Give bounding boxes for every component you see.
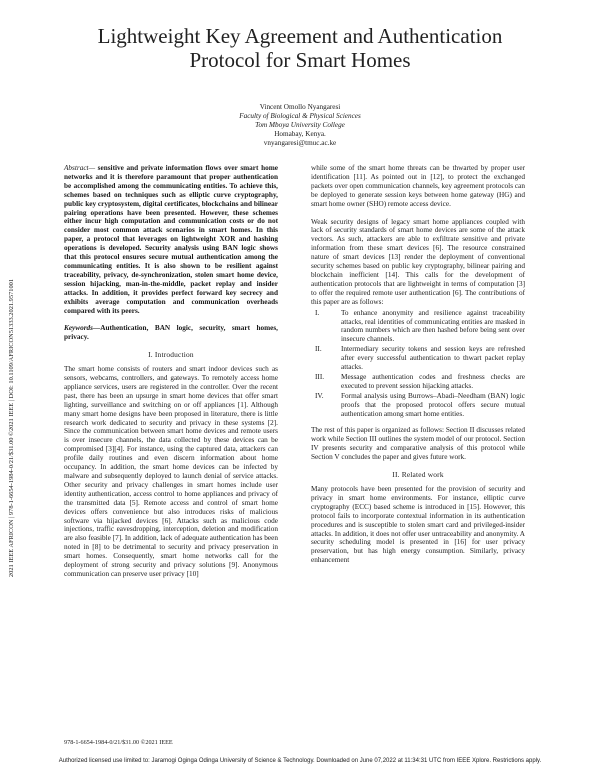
contribution-item <box>311 309 525 345</box>
contribution-number: III. <box>315 372 325 381</box>
contribution-item <box>311 345 525 372</box>
contribution-text: Formal analysis using Burrows–Abadi–Needham (BAN) logic proofs that the proposed protocol offers secure mutual authentication among smart home entities. <box>341 391 525 418</box>
footer-license-notice: Authorized licensed use limited to: Jaramogi Oginga Odinga University of Science & Technology. Downloaded on June 07,2022 at 11:34:31 UTC from IEEE Xplore. Restrictions apply. <box>58 758 542 764</box>
right-paragraph-3: The rest of this paper is organized as follows: Section II discusses related work while Section III outlines the system model of our protocol. Section IV presents security and comparative analysis of this protocol while Section V concludes the paper and gives future work. <box>311 426 525 462</box>
contribution-text: Message authentication codes and freshness checks are executed to prevent session hijacking attacks. <box>341 372 525 390</box>
contribution-text: To enhance anonymity and resilience against traceability attacks, real identities of communicating entities are masked in random numbers which are then hashed before being sent over insecure channels. <box>341 308 525 344</box>
introduction-text: The smart home consists of routers and smart indoor devices such as sensors, webcams, controllers, and gateways. To remotely access home appliance services, users are registered in the controller. Over the recent past, there has been an upsurge in smart home devices that offer smart lighting, surveillance and switching on or off appliances [1]. Although many smart home designs have been proposed in literature, there is little research work dedicated to security and privacy in these systems [2]. Since the communication between smart home devices and remote users is over insecure channels, the data collected by these devices can be compromised [3][4]. For instance, using the captured data, attackers can profile daily routines and even discern information about home occupancy. In addition, the smart home devices can be infected by malware and subsequently deployed to launch denial of service attacks. Other security and privacy challenges in smart homes include user identity authentication, access control to home appliances and privacy of the transmitted data [5]. Remote access and control of smart home devices offers convenience but also introduces risks of malicious software via hijacked devices [6]. Attacks such as malicious code injections, traffic eavesdropping, interception, deletion and modification are also feasible [7]. In addition, lack of adequate authentication has been noted in [8] to be detrimental to security and privacy preservation in smart homes. Consequently, smart home networks call for the deployment of strong security and privacy solutions [9]. Anonymous communication can preserve user privacy [10] <box>64 365 278 578</box>
author-name: Vincent Omollo Nyangaresi <box>259 103 341 111</box>
contribution-text: Intermediary security tokens and session keys are refreshed after every successful authentication to thwart packet replay attacks. <box>341 345 525 372</box>
contribution-item <box>311 373 525 391</box>
footer-copyright: 978-1-6654-1984-0/21/$31.00 ©2021 IEEE <box>64 739 173 746</box>
right-paragraph-1: while some of the smart home threats can be thwarted by proper user identification [11]. As pointed out in [12], to protect the exchanged packets over open communication channels, key agreement protocols can be deployed to generate session keys between home gateway (HG) and smart home owner (SHO) remote access device. <box>311 164 525 208</box>
keywords <box>64 324 278 342</box>
title-line-2: Protocol for Smart Homes <box>189 48 411 72</box>
section-heading-related-work: II. Related work <box>392 470 444 480</box>
keywords-text: Authentication, BAN logic, security, smart homes, privacy. <box>64 324 278 342</box>
contributions-list <box>311 309 525 419</box>
doi-sidebar-text: 2021 IEEE AFRICON | 978-1-6654-1984-0/21/$31.00 ©2021 IEEE | DOI: 10.1109/AFRICON51333.2021.9571001 <box>8 278 15 578</box>
author-block <box>180 103 420 148</box>
author-faculty: Faculty of Biological & Physical Sciences <box>239 112 361 120</box>
paper-title <box>0 24 600 72</box>
contribution-item <box>311 392 525 419</box>
related-work-text: Many protocols have been presented for the provision of security and privacy in smart home environments. For instance, elliptic curve cryptography (ECC) based scheme is introduced in [15]. However, this protocol fails to incorporate contextual information in its authentication procedures and is susceptible to stolen smart card and privileged-insider attacks. In addition, it does not offer user untraceability and anonymity. A security scheduling model is presented in [16] for user privacy preservation, but has high energy consumption. Similarly, privacy enhancement <box>311 485 525 565</box>
title-line-1: Lightweight Key Agreement and Authentication <box>97 24 503 48</box>
contribution-number: IV. <box>315 391 324 400</box>
author-college: Tom Mboya University College <box>255 121 345 129</box>
right-paragraph-2: Weak security designs of legacy smart home appliances coupled with lack of security standards of smart home devices are some of the attack vectors. As such, attackers are able to exfiltrate sensitive and private information from these smart devices [6]. The resource constrained nature of smart devices [13] render the deployment of conventional security schemes based on public key cryptography, bilinear pairing and blockchain inefficient [14]. This calls for the development of authentication protocols that are lightweight in terms of computation [3] to offer the required remote user authentication [6]. The contributions of this paper are as follows: <box>311 217 525 306</box>
keywords-lead: Keywords— <box>64 324 101 333</box>
doi-sidebar <box>4 210 20 650</box>
author-city: Homabay, Kenya. <box>274 130 326 138</box>
left-column <box>64 164 278 579</box>
abstract-lead: Abstract— <box>64 164 96 172</box>
abstract <box>64 164 278 315</box>
abstract-text: sensitive and private information flows over smart home networks and it is therefore paramount that proper authentication be accomplished among the communicating entities. To achieve this, schemes based on techniques such as elliptic curve cryptography, public key cryptosystem, digital certificates, blockchains and bilinear pairing operations have been presented. However, these schemes either incur high computation and communication costs or do not consider most common attack scenarios in smart homes. In this paper, a protocol that leverages on lightweight XOR and hashing operations is developed. Security analysis using BAN logic shows that this protocol ensures secure mutual authentication among the communicating entities. It is also shown to be resilient against traceability, privacy, de-synchronization, stolen smart home device, session hijacking, man-in-the-middle, packet replay and insider attacks. In addition, it provides perfect forward key secrecy and exhibits average computation and communication overheads compared with its peers. <box>64 164 278 315</box>
contribution-number: II. <box>315 345 322 354</box>
right-column <box>311 164 525 565</box>
section-heading-introduction: I. Introduction <box>148 350 194 360</box>
author-email: vnyangaresi@tmuc.ac.ke <box>263 139 337 147</box>
contribution-number: I. <box>315 308 320 317</box>
